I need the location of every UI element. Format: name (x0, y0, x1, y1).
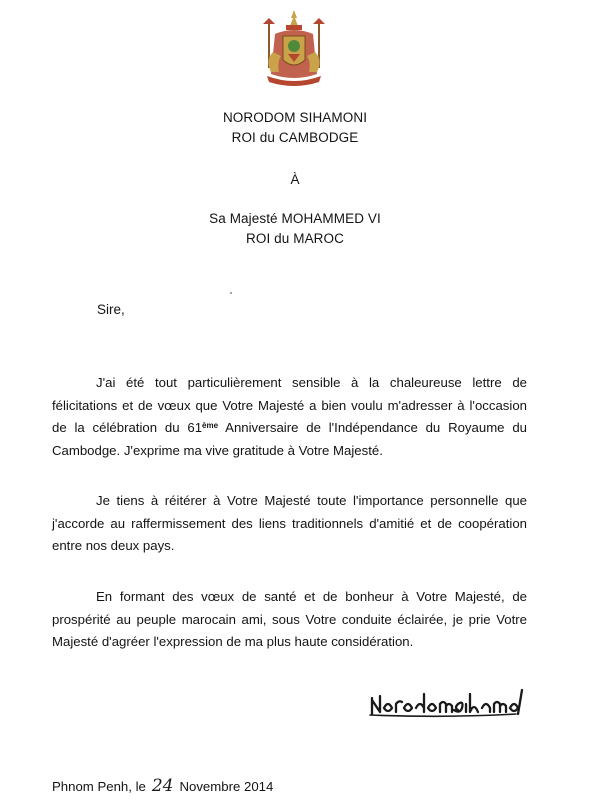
place-and-date (52, 776, 273, 796)
closing-month-year: Novembre 2014 (179, 779, 274, 794)
body-paragraph-1 (52, 372, 527, 462)
salutation: Sire, (97, 302, 125, 317)
royal-coat-of-arms-icon (255, 8, 333, 88)
addressee-prefix: À (290, 172, 300, 187)
sender-name: NORODOM SIHAMONI (222, 110, 368, 125)
p1-superscript: ème (202, 421, 219, 431)
paper-speck (230, 292, 232, 294)
closing-day-handwritten: 24 (151, 776, 174, 796)
body-paragraph-3: En formant des vœux de santé et de bonheur à Votre Majesté, de prospérité au peuple marocain ami, sous Votre conduite éclairée, je prie Votre Majesté d'agréer l'expression de ma plus haute considération. (52, 589, 527, 650)
addressee-name: Sa Majesté MOHAMMED VI (209, 211, 381, 226)
handwritten-signature (366, 684, 526, 718)
p1-text-before: J'ai été tout particulièrement sensible à la chaleureuse lettre de félicitations et de vœux que Votre Majesté a bien voulu m'adresser à l'occasion de la célébration du 61 (52, 375, 527, 436)
addressee-title: ROI du MAROC (246, 231, 344, 246)
body-paragraph-2: Je tiens à réitérer à Votre Majesté toute l'importance personnelle que j'accorde au raffermissement des liens traditionnels d'amitié et de coopération entre nos deux pays. (52, 493, 527, 554)
closing-place: Phnom Penh, le (52, 779, 146, 794)
p1-text-after: Anniversaire de l'Indépendance du Royaume du Cambodge. J'exprime ma vive gratitude à Votre Majesté. (52, 420, 527, 458)
sender-title: ROI du CAMBODGE (231, 130, 359, 145)
